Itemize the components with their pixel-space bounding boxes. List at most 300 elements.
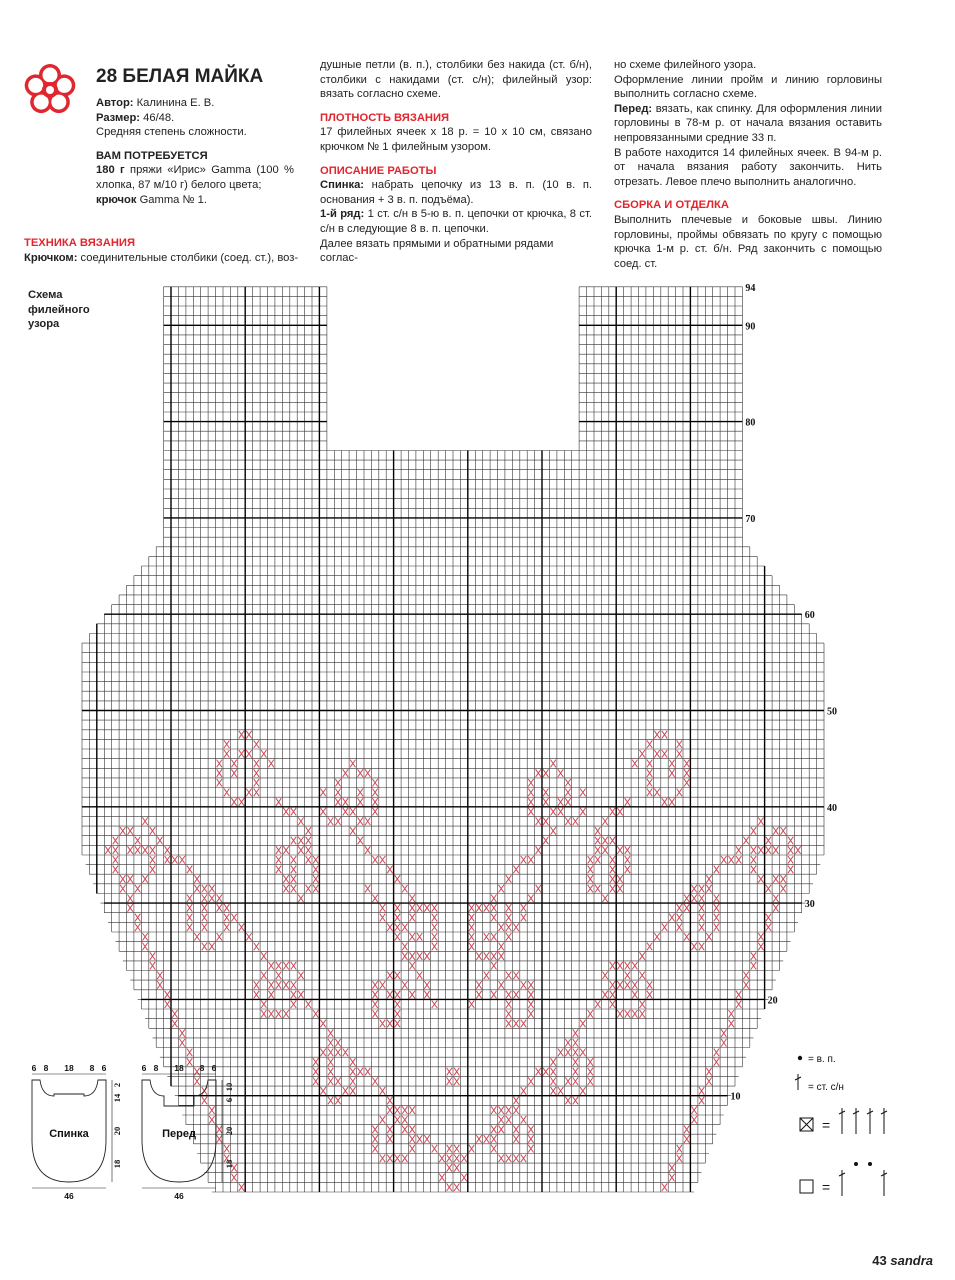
filled-cell-cross [617,962,623,970]
filled-cell-cross [298,991,303,999]
filled-cell-cross [217,760,222,768]
open-cell-chain-1 [868,1162,872,1166]
filled-cell-cross [313,885,318,893]
filled-cell-cross [387,923,392,931]
column-2 [320,58,592,266]
front-side-dim: 20 [224,1126,234,1136]
filled-cell-cross [543,769,549,777]
filled-cell-cross [320,789,326,797]
filled-cell-cross [721,856,726,864]
filled-cell-cross [343,1049,348,1057]
filled-cell-cross [246,789,252,797]
filled-cell-cross [194,933,199,941]
filled-cell-cross [513,972,518,980]
filled-cell-cross [469,904,475,912]
filled-cell-cross [380,1155,385,1163]
filet-grid [82,287,824,1192]
filled-cell-cross [684,760,689,768]
filled-cell-cross [372,1010,377,1018]
filled-cell-cross [291,1000,296,1008]
density-text: 17 филейных ячеек х 18 р. = 10 х 10 см, связано крючком № 1 филейным узором. [320,126,592,153]
filled-cell-cross [410,1106,415,1114]
filled-cell-cross [677,740,682,748]
filled-cell-cross [387,1097,392,1105]
filled-cell-cross [669,914,674,922]
filled-cell-cross [269,991,274,999]
filled-cell-cross [662,750,667,758]
filled-cell-cross [647,769,652,777]
filled-cell-cross [558,808,563,816]
filled-cell-cross [358,1068,364,1076]
filled-cell-cross [499,981,504,989]
filled-cell-cross [543,798,549,806]
filled-cell-cross [239,923,244,931]
filled-cell-cross [513,923,518,931]
filled-cell-cross [499,1106,504,1114]
filled-cell-cross [150,962,155,970]
filled-cell-cross [781,827,786,835]
filled-cell-cross [736,1000,741,1008]
filled-cell-cross [291,962,296,970]
filled-cell-cross [454,1145,459,1153]
filled-cell-cross [187,1058,192,1066]
filled-cell-cross [269,981,274,989]
filled-cell-cross [788,856,793,864]
filled-cell-cross [202,904,207,912]
filled-cell-cross [269,760,274,768]
filled-cell-cross [410,1135,415,1143]
filled-cell-cross [669,1164,674,1172]
filled-cell-cross [410,895,415,903]
filled-cell-cross [306,846,311,854]
filled-cell-cross [350,1077,355,1085]
filled-cell-cross [291,866,296,874]
filled-cell-cross [617,875,623,883]
filled-cell-cross [306,837,311,845]
materials-heading: ВАМ ПОТРЕБУЕТСЯ [96,149,208,162]
column-1-technique [24,236,300,265]
filled-cell-cross [231,769,236,777]
filled-cell-cross [291,808,296,816]
filled-cell-cross [588,856,593,864]
filled-cell-cross [610,991,615,999]
yarn-text: пряжи «Ирис» Gamma (100 % хлопка, 87 м/10 г) белого цвета; [96,164,294,191]
filled-cell-dc-1 [853,1108,859,1134]
filled-cell-cross [439,1174,444,1182]
filled-cell-cross [751,952,756,960]
filled-cell-cross [491,962,496,970]
filled-cell-cross [565,1077,570,1085]
filled-cell-cross [506,923,512,931]
filled-cell-cross [150,866,155,874]
filled-cell-cross [684,933,689,941]
filled-cell-cross [699,895,704,903]
filled-cell-cross [551,808,556,816]
filled-cell-cross [528,798,533,806]
filled-cell-cross [424,1135,429,1143]
filled-cell-cross [387,1135,392,1143]
filled-cell-cross [454,1068,459,1076]
filled-cell-cross [380,1087,385,1095]
filled-cell-cross [476,991,481,999]
filled-cell-cross [491,1106,496,1114]
filled-cell-cross [677,1155,682,1163]
filled-cell-cross [380,904,385,912]
filled-cell-cross [699,1097,704,1105]
filled-cell-cross [372,1135,377,1143]
filled-cell-cross [335,1097,340,1105]
filled-cell-cross [506,1000,512,1008]
filled-cell-cross [135,885,141,893]
filled-cell-cross [714,1058,719,1066]
filled-cell-cross [328,1029,333,1037]
front-side-dim: 18 [224,1159,234,1169]
filled-cell-cross [187,904,192,912]
filled-cell-cross [335,1077,340,1085]
filled-cell-cross [729,1010,735,1018]
filled-cell-cross [781,885,786,893]
filled-cell-cross [706,875,711,883]
filled-cell-cross [372,895,377,903]
front-side-dim: 10 [224,1082,234,1092]
filled-cell-cross [276,972,281,980]
filled-cell-cross [343,769,348,777]
filled-cell-cross [506,1010,512,1018]
page-number: 43 sandra [872,1253,933,1268]
filled-cell-cross [484,972,489,980]
filled-cell-cross [751,866,756,874]
filled-cell-cross [662,798,667,806]
filled-cell-cross [758,817,763,825]
filled-cell-cross [528,779,533,787]
filled-cell-cross [573,1029,578,1037]
filled-cell-cross [194,1077,199,1085]
filled-cell-cross [113,846,118,854]
filled-cell-cross [365,885,370,893]
filled-cell-cross [113,866,118,874]
filled-cell-cross [506,972,512,980]
filled-cell-cross [387,1155,392,1163]
filled-cell-cross [395,1000,401,1008]
filled-cell-cross [610,856,615,864]
filled-cell-cross [224,914,229,922]
back-top-dim: 6 [31,1063,37,1073]
filled-cell-cross [224,923,229,931]
filled-cell-dc-2 [867,1108,873,1134]
cells-text: В работе находится 14 филейных ячеек. В 94-м р. от начала вязания работу закончить. Нить отрезать. Левое плечо выполнить аналогично. [614,146,882,188]
filled-cell-cross [380,1020,385,1028]
filled-cell-cross [432,923,438,931]
filled-cell-cross [469,923,475,931]
filled-cell-cross [283,962,289,970]
filled-cell-cross [424,981,429,989]
filled-cell-cross [387,972,392,980]
filled-cell-cross [617,846,623,854]
filled-cell-cross [543,837,549,845]
filled-cell-cross [380,856,385,864]
filled-cell-cross [736,991,741,999]
dc-legend-text: = ст. с/н [808,1082,844,1093]
filled-cell-cross [684,1126,689,1134]
filled-cell-cross [261,952,266,960]
filled-cell-cross [684,895,689,903]
filled-cell-cross [350,827,355,835]
filled-cell-cross [239,798,244,806]
filled-cell-cross [306,827,311,835]
filled-cell-cross [558,798,563,806]
filled-cell-cross [721,1039,726,1047]
filled-cell-cross [142,817,147,825]
filled-cell-cross [328,817,333,825]
filled-cell-cross [743,972,748,980]
filled-cell-cross [402,952,407,960]
filled-cell-cross [558,1087,563,1095]
filled-cell-cross [313,856,318,864]
filled-cell-cross [551,1087,556,1095]
filled-cell-cross [669,798,674,806]
filled-cell-cross [224,740,229,748]
filled-cell-cross [291,875,296,883]
open-cell-dc-left [839,1170,845,1196]
filled-cell-cross [402,943,407,951]
filled-cell-cross [499,1116,504,1124]
filled-cell-cross [528,895,533,903]
filled-cell-cross [224,789,229,797]
filled-cell-cross [558,769,563,777]
filled-cell-cross [781,875,786,883]
filled-cell-cross [640,750,645,758]
filled-cell-cross [217,904,222,912]
row-number-90: 90 [745,321,756,333]
assembly-heading: СБОРКА И ОТДЕЛКА [614,199,729,212]
back-label: Спинка: [320,179,365,192]
armholes-text: Оформление линии пройм и линию горловины выполнить согласно схеме. [614,73,882,101]
hook-label: крючок [96,193,137,206]
filled-cell-cross [536,769,541,777]
filled-cell-cross [350,760,355,768]
filled-cell-cross [410,904,415,912]
filled-cell-cross [254,760,259,768]
filled-cell-cross [291,856,296,864]
filled-cell-cross [365,1068,370,1076]
filled-cell-cross [395,914,401,922]
filled-cell-cross [691,943,697,951]
filled-cell-cross [350,1068,355,1076]
filled-cell-cross [528,808,533,816]
filled-cell-cross [335,789,340,797]
filled-cell-cross [432,1145,438,1153]
filled-cell-cross [432,904,438,912]
filled-cell-cross [773,875,778,883]
filled-cell-cross [602,972,607,980]
filled-cell-cross [506,1106,512,1114]
filled-cell-cross [528,1000,533,1008]
filled-cell-cross [150,846,155,854]
filled-cell-cross [528,1126,533,1134]
filled-cell-cross [491,895,496,903]
filled-cell-cross [551,827,556,835]
filled-cell-cross [313,1010,318,1018]
filled-cell-cross [350,1058,355,1066]
filled-cell-cross [499,943,504,951]
filled-cell-cross [261,750,266,758]
filled-cell-cross [580,808,586,816]
filled-cell-cross [766,885,772,893]
filled-cell-cross [447,1155,452,1163]
filled-cell-cross [343,798,348,806]
filled-cell-cross [513,866,518,874]
filled-cell-cross [320,808,326,816]
filled-cell-cross [647,740,652,748]
filled-cell-cross [291,837,296,845]
filled-cell-cross [610,981,615,989]
filled-cell-cross [410,933,415,941]
filled-cell-cross [625,972,630,980]
filled-cell-cross [447,1077,452,1085]
filled-cell-cross [424,904,429,912]
filled-cell-cross [372,1077,377,1085]
filled-cell-cross [588,1010,593,1018]
filled-cell-cross [617,885,623,893]
filled-cell-cross [328,1068,333,1076]
filled-cell-cross [536,885,541,893]
filled-cell-cross [528,981,533,989]
filled-cell-cross [580,1049,586,1057]
row-number-60: 60 [804,610,815,622]
filled-cell-cross [766,837,772,845]
filled-cell-cross [669,1174,674,1182]
filled-cell-cross [729,1020,735,1028]
filled-cell-cross [328,1097,333,1105]
filled-cell-cross [372,981,377,989]
filled-cell-cross [246,750,252,758]
filled-cell-cross [335,1039,340,1047]
filled-cell-cross [402,1116,407,1124]
filled-cell-cross [677,1145,682,1153]
filled-cell-cross [402,885,407,893]
back-width-dim: 46 [64,1191,74,1201]
filled-cell-cross [699,1087,704,1095]
filled-cell-cross [476,981,481,989]
filled-cell-cross [372,789,377,797]
filled-cell-cross [677,923,682,931]
back-top-dim: 8 [43,1063,49,1073]
filled-cell-cross [625,866,630,874]
filled-cell-cross [172,1020,178,1028]
filled-cell-cross [565,1039,570,1047]
filled-cell-cross [610,962,615,970]
filled-cell-cross [610,808,615,816]
filled-cell-cross [276,798,281,806]
filled-cell-cross [773,904,778,912]
filled-cell-cross [365,846,370,854]
flower-logo [22,62,78,118]
filled-cell-cross [647,760,652,768]
row-number-80: 80 [745,417,756,429]
filled-cell-cross [335,817,340,825]
filled-cell-cross [551,760,556,768]
filled-cell-cross [528,789,533,797]
filled-cell-cross [402,923,407,931]
filled-cell-cross [372,779,377,787]
filled-cell-cross [565,798,570,806]
filled-cell-cross [113,837,118,845]
filled-cell-cross [469,1145,475,1153]
filled-cell-cross [372,808,377,816]
filled-cell-cross [417,952,422,960]
chain-legend-text: = в. п. [808,1054,836,1065]
filled-cell-cross [714,914,719,922]
filled-cell-cross [743,981,748,989]
filled-cell-cross [276,1010,281,1018]
filled-cell-cross [491,1126,496,1134]
filled-cell-cross [313,1077,318,1085]
filled-cell-cross [521,904,526,912]
filled-cell-cross [209,895,215,903]
open-cell-chain-0 [854,1162,858,1166]
filled-cell-cross [743,837,748,845]
filled-cell-cross [691,895,697,903]
open-cell-symbol [800,1180,813,1193]
filled-cell-cross [469,914,475,922]
filled-cell-cross [454,1155,459,1163]
front-schematic-label: Перед [162,1128,196,1140]
filled-cell-cross [313,1058,318,1066]
filled-cell-cross [632,981,637,989]
filled-cell-cross [120,875,125,883]
front-top-dim: 8 [199,1063,205,1073]
filled-cell-cross [714,866,719,874]
filled-cell-cross [387,866,392,874]
filled-cell-cross [706,933,711,941]
filled-cell-cross [625,981,630,989]
back-side-dim: 14 [112,1093,122,1103]
filled-cell-cross [217,1135,222,1143]
filled-cell-cross [142,875,147,883]
filled-cell-cross [239,731,244,739]
filled-cell-cross [224,904,229,912]
filled-cell-cross [313,1068,318,1076]
filled-cell-cross [239,1183,244,1191]
filled-cell-cross [595,885,600,893]
filled-cell-cross [276,856,281,864]
technique-label: Крючком: [24,251,78,264]
size-value: 46/48. [143,111,175,124]
filled-cell-cross [588,885,593,893]
article-title: 28 БЕЛАЯ МАЙКА [96,66,264,87]
back-top-dim: 8 [89,1063,95,1073]
filled-cell-cross [640,1010,645,1018]
filled-cell-cross [677,750,682,758]
filled-cell-cross [283,1010,289,1018]
filled-cell-cross [380,914,385,922]
filled-cell-cross [358,769,364,777]
filled-cell-cross [328,1039,333,1047]
filled-cell-cross [521,1020,526,1028]
filled-cell-cross [439,1155,444,1163]
filled-cell-cross [677,914,682,922]
filled-cell-cross [573,1058,578,1066]
filled-cell-cross [217,779,222,787]
filled-cell-cross [187,895,192,903]
filled-cell-cross [417,904,422,912]
filled-cell-cross [239,750,244,758]
filled-cell-cross [120,885,125,893]
hook-text: Gamma № 1. [139,193,207,206]
assembly-text: Выполнить плечевые и боковые швы. Линию горловины, проймы обвязать по кругу с помощью крючка 1-м р. ст. б/н. Ряд закончить с помощью соед. ст. [614,213,882,270]
filled-cell-cross [729,856,735,864]
filled-cell-cross [506,1155,512,1163]
